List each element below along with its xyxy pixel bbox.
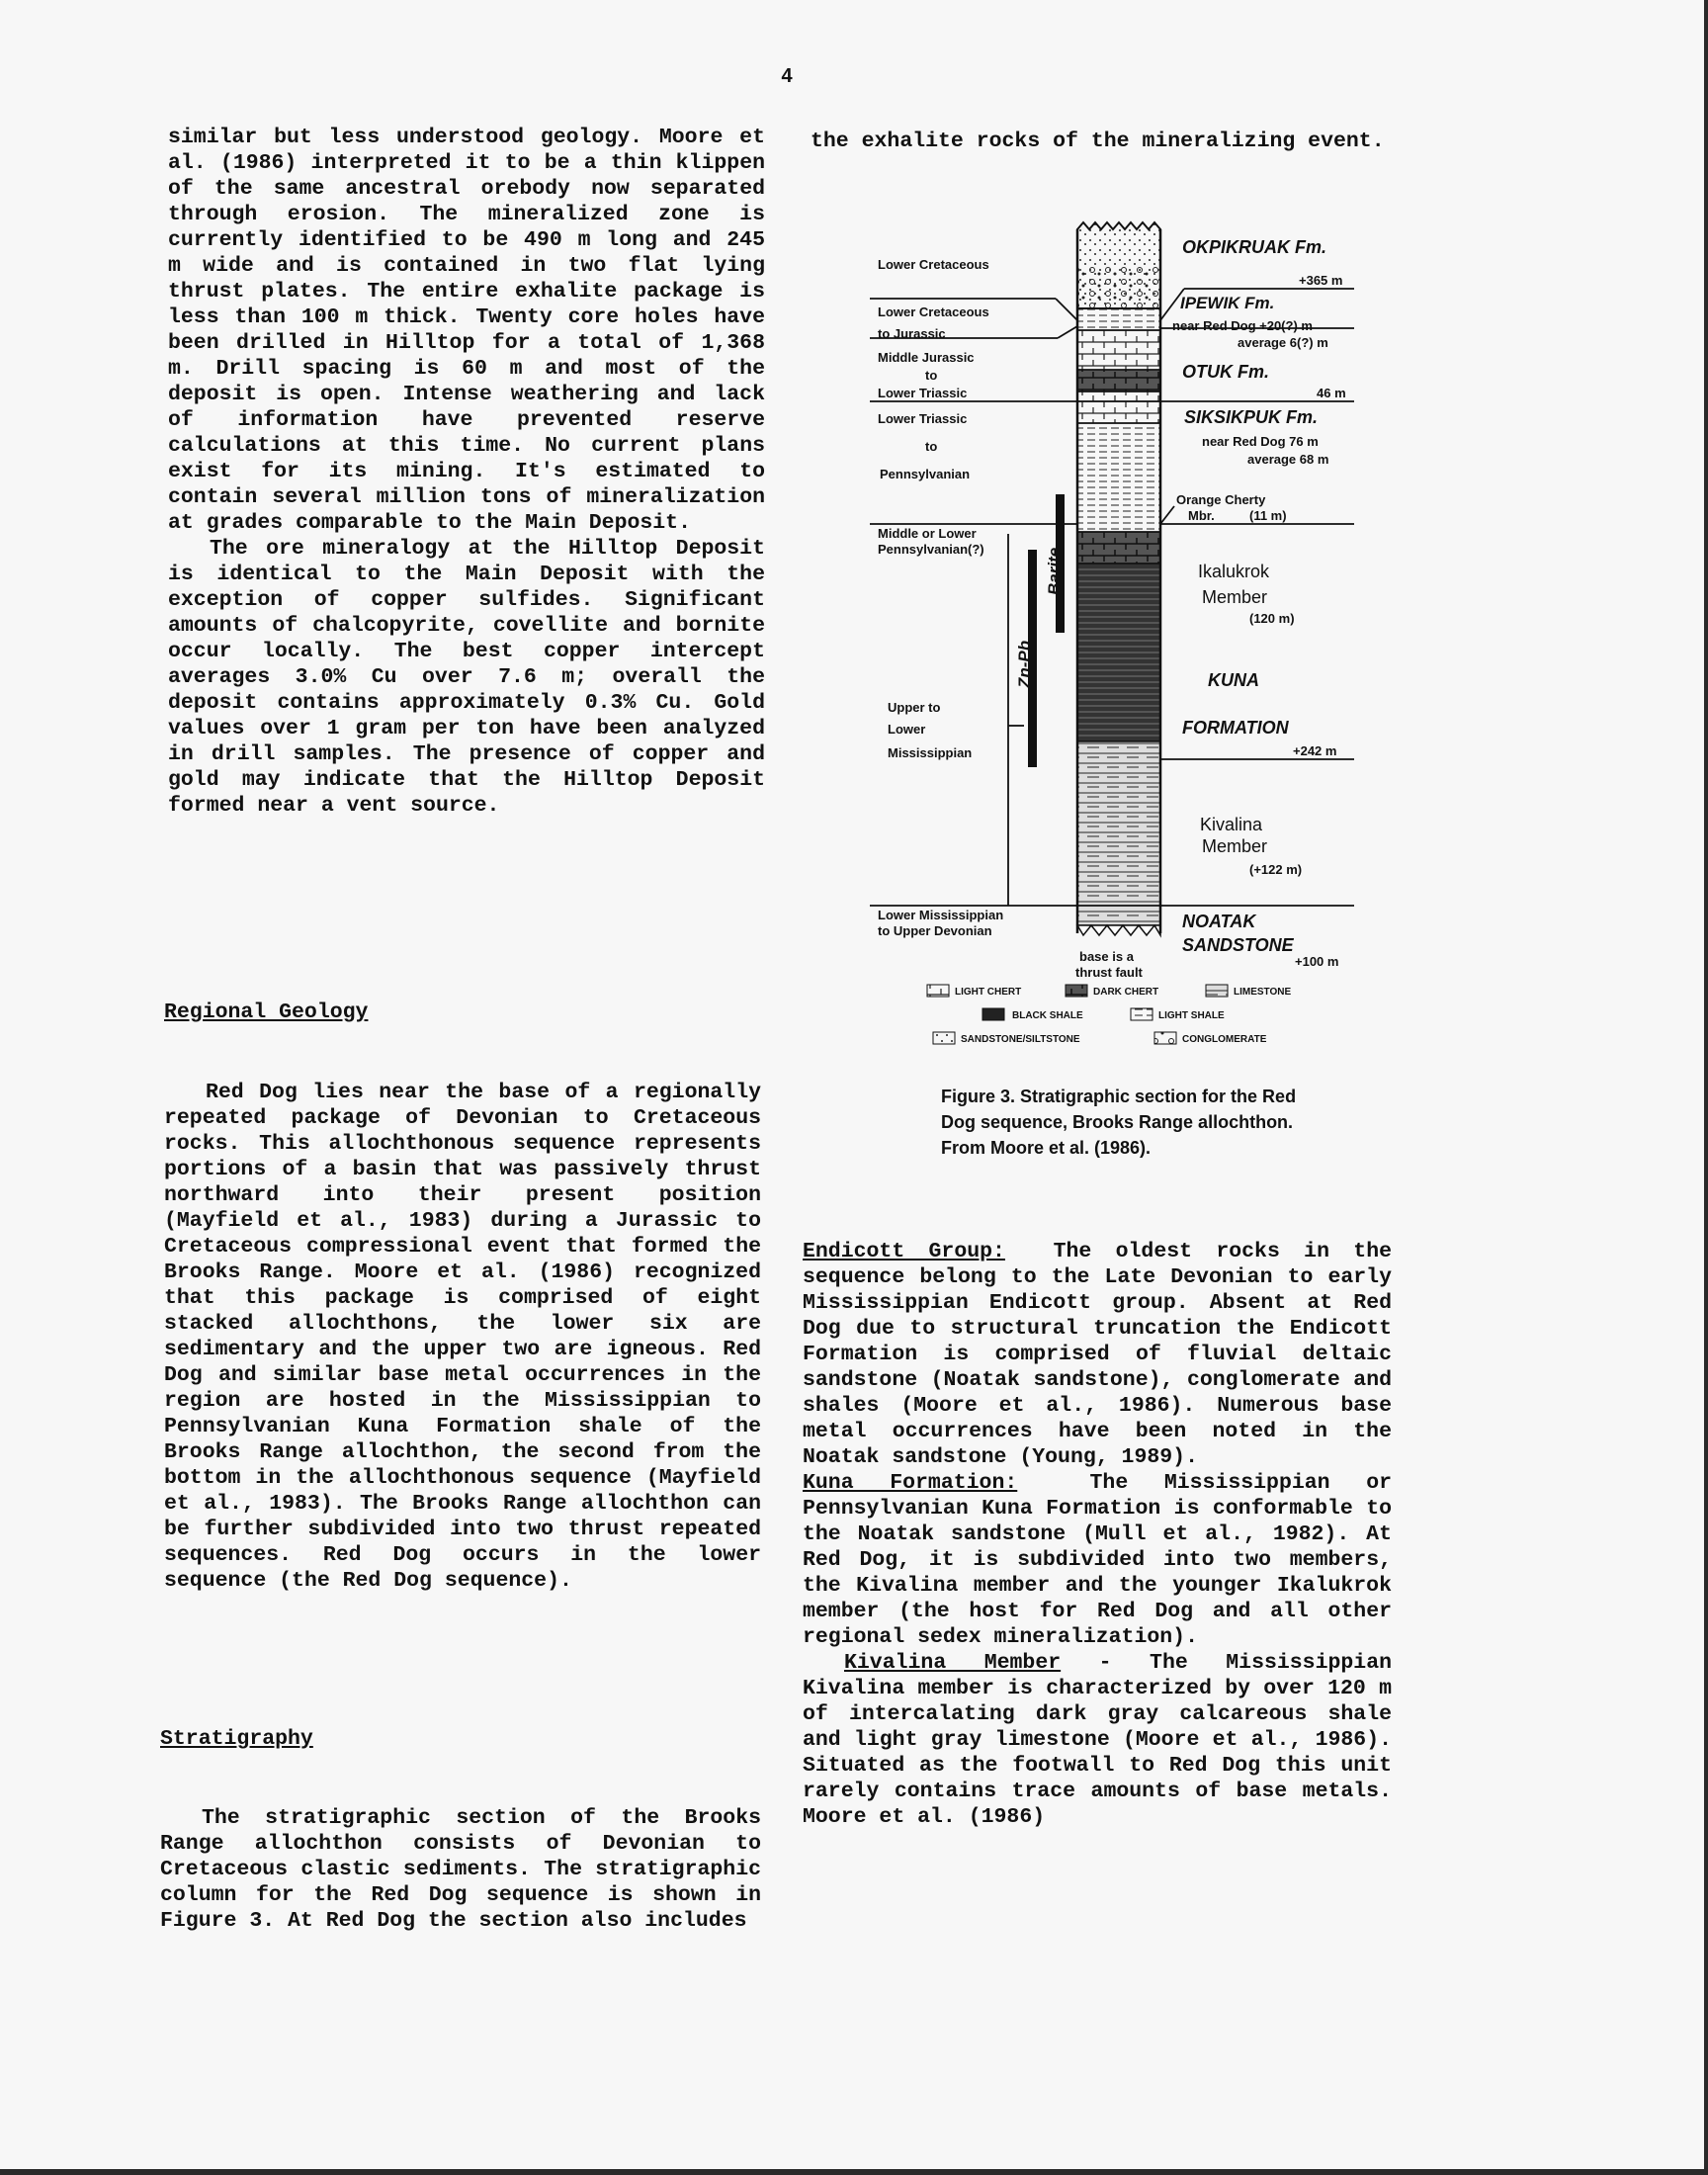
age-label: Mississippian: [888, 745, 973, 760]
thickness-label: near Red Dog +20(?) m: [1172, 318, 1313, 333]
paragraph-text: The oldest rocks in the sequence belong to the Late Devonian to early Mississippian Endicott group. Absent at Red Dog due to structural truncation the Endicott Formation is comprised of fluvial deltaic sandstone (Noatak sandstone), conglomerate and shales (Moore et al., 1986). Numerous base metal occurrences have been noted in the Noatak sandstone (Young, 1989).: [803, 1240, 1392, 1469]
left-column-middle: [164, 1080, 761, 1594]
inline-heading: Kuna Formation:: [803, 1471, 1018, 1495]
thickness-label: (+122 m): [1249, 862, 1303, 877]
age-label: to Upper Devonian: [878, 923, 992, 938]
legend-label: BLACK SHALE: [1012, 1010, 1083, 1021]
barite-label: Barite: [1045, 547, 1064, 595]
znpb-label: Zn-Pb: [1015, 640, 1034, 688]
legend: [927, 985, 1291, 1045]
age-label: Upper to: [888, 700, 941, 715]
page-number: 4: [781, 65, 793, 87]
thickness-label: 46 m: [1317, 386, 1346, 400]
legend-label: LIGHT SHALE: [1158, 1010, 1225, 1021]
left-column-top: [168, 125, 765, 819]
age-label: Lower Cretaceous: [878, 304, 989, 319]
thickness-label: +365 m: [1299, 273, 1343, 288]
column-layers: [1077, 222, 1160, 935]
thickness-label: +100 m: [1295, 954, 1339, 969]
legend-swatch-dark-chert: [1066, 985, 1087, 997]
legend-swatch-limestone: [1206, 985, 1228, 997]
age-label: to Jurassic: [878, 326, 946, 341]
thickness-label: average 68 m: [1247, 452, 1329, 467]
thickness-label: +242 m: [1293, 743, 1337, 758]
base-note: base is a: [1079, 949, 1134, 964]
unit-label: Orange Cherty: [1176, 492, 1266, 507]
unit-label: NOATAK: [1182, 912, 1256, 931]
age-label: Lower Cretaceous: [878, 257, 989, 272]
unit-label: FORMATION: [1182, 718, 1289, 738]
paragraph: The stratigraphic section of the Brooks Range allochthon consists of Devonian to Cretaceous clastic sediments. The stratigraphic column for the Red Dog sequence is shown in Figure 3. At Red Dog the section also includes: [160, 1806, 761, 1933]
section-heading: Regional Geology: [164, 1000, 369, 1024]
stratigraphic-figure: [850, 218, 1384, 1058]
right-column-top: [811, 129, 1404, 154]
age-label: to: [925, 439, 938, 454]
age-label: Pennsylvanian(?): [878, 542, 984, 557]
inline-heading: Endicott Group:: [803, 1240, 1005, 1263]
age-label: Lower: [888, 722, 926, 737]
paragraph: [803, 1470, 1392, 1650]
figure-caption: Figure 3. Stratigraphic section for the Red Dog sequence, Brooks Range allochthon. From Moore et al. (1986).: [941, 1087, 1297, 1158]
legend-swatch-light-chert: [927, 985, 949, 997]
legend-swatch-light-shale: [1131, 1008, 1153, 1020]
unit-label: OTUK Fm.: [1182, 362, 1269, 382]
scan-edge: [0, 2169, 1708, 2175]
age-label: Pennsylvanian: [880, 467, 971, 481]
age-label: Middle Jurassic: [878, 350, 975, 365]
legend-swatch-sandstone: [933, 1032, 955, 1044]
unit-label: Mbr.: [1188, 508, 1215, 523]
paragraph: similar but less understood geology. Moore et al. (1986) interpreted it to be a thin klippen of the same ancestral orebody now separated through erosion. The mineralized zone is currently identified to be 490 m long and 245 m wide and is contained in two flat lying thrust plates. The entire exhalite package is less than 100 m thick. Twenty core holes have been drilled in Hilltop for a total of 1,368 m. Drill spacing is 60 m and most of the deposit is open. Intense weathering and lack of information have prevented reserve calculations at this time. No current plans exist for its mining. It's estimated to contain several million tons of mineralization at grades comparable to the Main Deposit.: [168, 126, 765, 535]
unit-label: SANDSTONE: [1182, 935, 1294, 955]
unit-label: Member: [1202, 836, 1268, 856]
legend-swatch-black-shale: [982, 1008, 1004, 1020]
thickness-label: near Red Dog 76 m: [1202, 434, 1319, 449]
thickness-label: (120 m): [1249, 611, 1295, 626]
paragraph-text: The Mississippian or Pennsylvanian Kuna Formation is conformable to the Noatak sandstone (Mull et al., 1982). At Red Dog, it is subdivided into two members, the Kivalina member and the younger Ikalukrok member (the host for Red Dog and all other regional sedex mineralization).: [803, 1471, 1392, 1649]
paragraph: The ore mineralogy at the Hilltop Deposit is identical to the Main Deposit with the exception of copper sulfides. Significant amounts of chalcopyrite, covellite and bornite occur locally. The best copper intercept averages 3.0% Cu over 7.6 m; overall the deposit contains approximately 0.3% Cu. Gold values over 1 gram per ton have been analyzed in drill samples. The presence of copper and gold may indicate that the Hilltop Deposit formed near a vent source.: [168, 537, 765, 818]
scan-edge: [1704, 0, 1708, 2175]
legend-label: SANDSTONE/SILTSTONE: [961, 1034, 1080, 1045]
age-label: to: [925, 368, 938, 383]
unit-label: Kivalina: [1200, 815, 1263, 834]
unit-label: IPEWIK Fm.: [1180, 294, 1275, 312]
base-note: thrust fault: [1075, 965, 1143, 980]
legend-label: DARK CHERT: [1093, 987, 1159, 998]
paragraph: [803, 1239, 1392, 1470]
paragraph: [803, 1650, 1392, 1830]
age-label: Lower Triassic: [878, 411, 968, 426]
inline-heading: Kivalina Member: [844, 1651, 1062, 1675]
age-label: Lower Triassic: [878, 386, 968, 400]
left-column-bottom: [160, 1805, 761, 1934]
paragraph: Red Dog lies near the base of a regionally repeated package of Devonian to Cretaceous rocks. This allochthonous sequence represents portions of a basin that was passively thrust northward into their present position (Mayfield et al., 1983) during a Jurassic to Cretaceous compressional event that formed the Brooks Range. Moore et al. (1986) recognized that this package is comprised of eight stacked allochthons, the lower six are sedimentary and the upper two are igneous. Red Dog and similar base metal occurrences in the region are hosted in the Mississippian to Pennsylvanian Kuna Formation shale of the Brooks Range allochthon, the second from the bottom in the allochthonous sequence (Mayfield et al., 1983). The Brooks Range allochthon can be further subdivided into two thrust repeated sequences. Red Dog occurs in the lower sequence (the Red Dog sequence).: [164, 1081, 761, 1593]
right-column-bottom: [803, 1239, 1392, 1830]
legend-label: LIGHT CHERT: [955, 987, 1022, 998]
legend-label: LIMESTONE: [1234, 987, 1292, 998]
unit-label: OKPIKRUAK Fm.: [1182, 237, 1327, 257]
age-label: Middle or Lower: [878, 526, 977, 541]
paragraph-text: - The Mississippian Kivalina member is characterized by over 120 m of intercalating dark gray calcareous shale and light gray limestone (Moore et al., 1986). Situated as the footwall to Red Dog this unit rarely contains trace amounts of base metals. Moore et al. (1986): [803, 1651, 1392, 1829]
paragraph: the exhalite rocks of the mineralizing event.: [811, 130, 1385, 153]
legend-label: CONGLOMERATE: [1182, 1034, 1267, 1045]
thickness-label: (11 m): [1249, 508, 1287, 523]
unit-label: Member: [1202, 587, 1268, 607]
legend-swatch-conglomerate: [1154, 1032, 1176, 1044]
unit-label: SIKSIKPUK Fm.: [1184, 407, 1319, 427]
thickness-label: average 6(?) m: [1238, 335, 1328, 350]
section-heading: Stratigraphy: [160, 1727, 313, 1751]
unit-label: Ikalukrok: [1198, 562, 1270, 581]
unit-label: KUNA: [1208, 670, 1259, 690]
age-label: Lower Mississippian: [878, 908, 1004, 922]
